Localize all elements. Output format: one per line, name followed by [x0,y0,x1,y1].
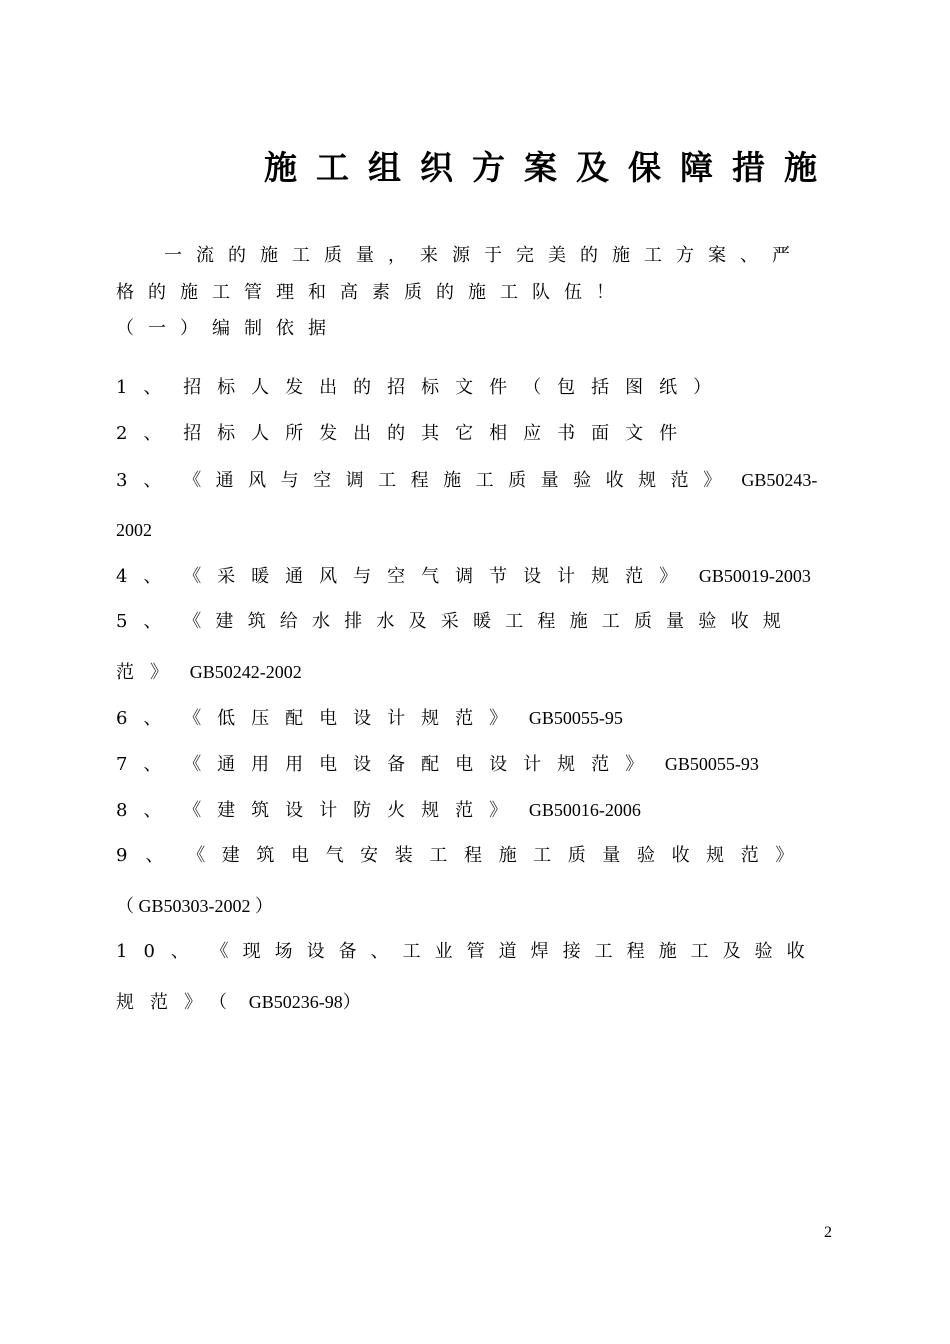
item-number: 5、 [116,611,178,632]
item-text-continuation: 规范》（ [116,992,243,1013]
item-number: 10、 [116,941,205,962]
item-text: 《通用用电设备配电设计规范》 [183,754,660,775]
item-number: 2、 [116,423,178,444]
item-code: GB50243- [741,470,818,490]
item-code-continuation: （ GB50303-2002 ） [116,896,273,916]
list-item [116,375,727,401]
page-number: 2 [824,1224,832,1241]
item-text: 招标人发出的招标文件（包括图纸） [183,377,728,398]
list-item [116,797,641,824]
item-number: 6、 [116,708,178,729]
item-code: GB50242-2002 [189,662,302,682]
list-item [116,939,819,965]
item-text: 《建筑设计防火规范》 [183,800,524,821]
item-number: 7、 [116,754,178,775]
item-text: 《现场设备、工业管道焊接工程施工及验收 [210,941,819,962]
page-title: 施工组织方案及保障措施 [264,148,836,187]
list-item [116,467,817,494]
item-number: 4、 [116,566,178,587]
list-item [116,421,693,447]
item-text: 《建筑电气安装工程施工质量验收规范》 [187,845,810,866]
list-item-continuation [116,989,361,1016]
list-item [116,751,759,778]
item-text-continuation: 范》 [116,662,184,683]
item-number: 1、 [116,377,178,398]
item-code: GB50016-2006 [528,800,641,820]
item-text: 《低压配电设计规范》 [183,708,524,729]
item-code: GB50055-93 [664,754,759,774]
intro-line-2: 格的施工管理和高素质的施工队伍！ [116,282,628,303]
item-number: 8、 [116,800,178,821]
item-number: 3、 [116,470,178,491]
list-item [116,843,810,869]
list-item [116,705,623,732]
item-text: 《通风与空调工程施工质量验收规范》 [183,470,736,491]
item-code: GB50019-2003 [698,566,811,586]
list-item-continuation [116,659,302,686]
item-code: GB50055-95 [528,708,623,728]
item-text: 《采暖通风与空气调节设计规范》 [183,566,694,587]
list-item [116,563,811,590]
item-code-continuation: 2002 [116,520,152,540]
item-code: GB50236-98） [248,992,361,1012]
item-text: 招标人所发出的其它相应书面文件 [183,423,694,444]
item-text: 《建筑给水排水及采暖工程施工质量验收规 [183,611,795,632]
item-number: 9、 [116,845,182,866]
intro-line-1: 一流的施工质量，来源于完美的施工方案、严 [164,245,804,266]
list-item [116,609,795,635]
section-heading: （一）编制依据 [116,318,340,339]
